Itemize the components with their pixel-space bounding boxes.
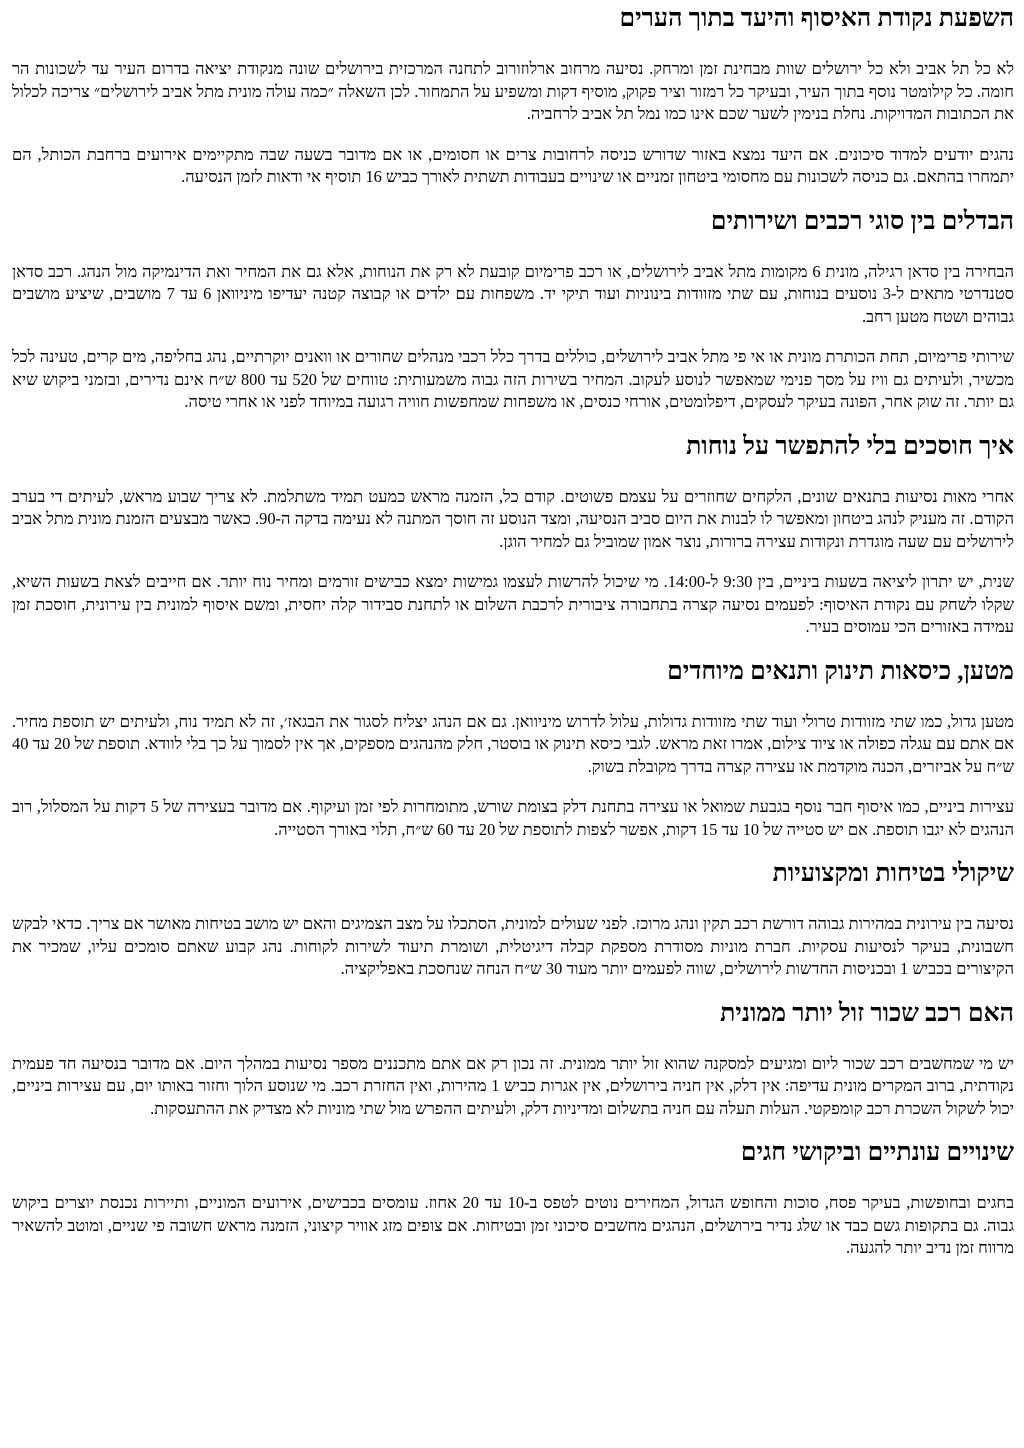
paragraph: נסיעה בין עירונית במהירות גבוהה דורשת רכב תקין ונהג מרוכז. לפני שעולים למונית, הסתכלו על מצב הצמיגים והאם יש מושב בטיחות מאושר אם צריך. כדאי לבקש חשבונית, בעיקר לנסיעות עסקיות. חברת מוניות מסודרת מספקת קבלה דיגיטלית, ושומרת תיעוד לשירות לקוחות. נהג קבוע שאתם סומכים עליו, שמכיר את הקיצורים בכביש 1 ובכניסות החדשות לירושלים, שווה לפעמים יותר מעוד 30 ש״ח הנחה שנחסכת באפליקציה. [12, 914, 1014, 978]
section-heading: מטען, כיסאות תינוק ותנאים מיוחדים [667, 657, 1014, 685]
paragraph: הבחירה בין סדאן רגילה, מונית 6 מקומות מתל אביב לירושלים, או רכב פרימיום קובעת לא רק את הנוחות, אלא גם את המחיר ואת הדינמיקה מול הנהג. רכב סדאן סטנדרטי מתאים ל-3 נוסעים בנוחות, עם שתי מזוודות בינוניות ועוד תיקי יד. משפחות עם ילדים או קבוצה קטנה יעדיפו מיניוואן 6 עד 7 מושבים, שיציע מושבים גבוהים ושטח מטען רחב. [12, 261, 1014, 326]
section-rental-vs-taxi [12, 999, 1014, 1121]
paragraph: שנית, יש יתרון ליציאה בשעות ביניים, בין 9:30 ל-14:00. מי שיכול להרשות לעצמו גמישות ימצא כבישים זורמים ומחיר נוח יותר. אם חייבים לצאת בשעות השיא, שקלו לשחק עם נקודת האיסוף: לפעמים נסיעה קצרה בתחבורה ציבורית לרכבת השלום או לתחנת סבידור קלה יחסית, ומשם איסוף למונית בין עירונית, חוסכת זמן עמידה באזורים הכי עמוסים בעיר. [12, 572, 1014, 636]
section-heading: האם רכב שכור זול יותר ממונית [720, 999, 1014, 1027]
section-heading: איך חוסכים בלי להתפשר על נוחות [686, 432, 1014, 460]
section-heading: שינויים עונתיים וביקושי חגים [740, 1139, 1014, 1166]
section-vehicle-types [12, 207, 1014, 414]
paragraph: לא כל תל אביב ולא כל ירושלים שוות מבחינת זמן ומרחק. נסיעה מרחוב ארלוזורוב לתחנה המרכזית בירושלים שונה מנקודת יציאה בדרום העיר עד לשכונות הר חומה. כל קילומטר נוסף בתוך העיר, ובעיקר כל רמזור וציר פקוק, מוסיף דקות ומשפיע על התמחור. לכן השאלה ״כמה עולה מונית מתל אביב לירושלים״ צריכה לכלול את הכתובות המדויקות. נחלת בנימין לשער שכם אינו כמו נמל תל אביב לרחביה. [12, 59, 1014, 123]
section-seasonal [12, 1138, 1014, 1260]
section-heading: הבדלים בין סוגי רכבים ושירותים [710, 207, 1014, 235]
paragraph: שירותי פרימיום, תחת הכותרת מונית או אי פי מתל אביב לירושלים, כוללים בדרך כלל רכבי מנהלים שחורים או וואנים יוקרתיים, נהג בחליפה, מים קרים, טעינה לכל מכשיר, ולעיתים גם וויז על מסך פנימי שמאפשר לנוסע לעקוב. המחיר בשירות הזה גבוה משמעותית: טווחים של 520 עד 800 ש״ח אינם נדירים, ובזמני ביקוש שיא גם יותר. זה שוק אחר, הפונה בעיקר לעסקים, דיפלומטים, אורחי כנסים, או משפחות שמחפשות חוויה רגועה במיוחד לפני או אחרי טיסה. [12, 347, 1014, 411]
section-heading: השפעת נקודת האיסוף והיעד בתוך הערים [619, 5, 1014, 32]
paragraph: מטען גדול, כמו שתי מזוודות טרולי ועוד שתי מזוודות גדולות, עלול לדרוש מיניוואן. גם אם הנהג יצליח לסגור את הבגאז׳, זה לא תמיד נוח, ולעיתים יש תוספת מחיר. אם אתם עם עגלה כפולה או ציוד צילום, אמרו זאת מראש. לגבי כיסא תינוק או בוסטר, חלק מהנהגים מספקים, אך אין לסמוך על כך בלי לוודא. תוספת של 20 עד 40 ש״ח על אביזרים, הכנה מוקדמת או עצירה קצרה בדרך מקובלת בשוק. [12, 711, 1015, 776]
section-saving-tips [12, 432, 1014, 639]
paragraph: עצירות ביניים, כמו איסוף חבר נוסף בגבעת שמואל או עצירה בתחנת דלק בצומת שורש, מתומחרות לפי זמן ועיקוף. אם מדובר בעצירה של 5 דקות על המסלול, רוב הנהגים לא יגבו תוספת. אם יש סטייה של 10 עד 15 דקות, אפשר לצפות לתוספת של 20 עד 60 ש״ח, תלוי באורך הסטייה. [12, 797, 1014, 839]
paragraph: אחרי מאות נסיעות בתנאים שונים, הלקחים שחוזרים על עצמם פשוטים. קודם כל, הזמנה מראש כמעט תמיד משתלמת. לא צריך שבוע מראש, לעיתים די בערב הקודם. זה מעניק לנהג ביטחון ומאפשר לו לבנות את היום סביב הנסיעה, ומצד הנוסע זה חוסך המתנה לא נעימה בדקה ה-90. כאשר מבצעים הזמנת מונית מתל אביב לירושלים עם שעה מוגדרת ונקודות עצירה ברורות, נוצר אמון שמוביל גם למחיר הוגן. [12, 486, 1015, 551]
section-safety [12, 859, 1014, 981]
paragraph: בחגים ובחופשות, בעיקר פסח, סוכות והחופש הגדול, המחירים נוטים לטפס ב-10 עד 20 אחוז. עומסים בכבישים, אירועים המוניים, ותיירות נכנסת יוצרים ביקוש גבוה. גם בתקופות גשם כבד או שלג נדיר בירושלים, הנהגים מחשבים סיכוני זמן ובטיחות. אם צופים מזג אוויר קיצוני, הזמנה מראש חשובה פי שניים, ומוטב להשאיר מרווח זמן נדיב יותר להגעה. [12, 1193, 1015, 1257]
paragraph: יש מי שמחשבים רכב שכור ליום ומגיעים למסקנה שהוא זול יותר ממונית. זה נכון רק אם אתם מתכננים מספר נסיעות במהלך היום. אם מדובר בנסיעה חד פעמית נקודתית, ברוב המקרים מונית עדיפה: אין דלק, אין חניה בירושלים, אין אגרות כביש 1 מהירות, ואין החזרת רכב. מי שנוסע הלוך וחזור באותו יום, עם עצירות ביניים, יכול לשקול השכרת רכב קומפקטי. העלות תעלה עם חניה בתשלום ומדיניות דלק, ולעיתים ההפרש מול שתי מוניות לא מצדיק את ההתעסקות. [12, 1053, 1014, 1118]
paragraph: נהגים יודעים למדוד סיכונים. אם היעד נמצא באזור שדורש כניסה לרחובות צרים או חסומים, או אם מדובר בשעה שבה מתקיימים אירועים ברחבת הכותל, הם יתמחרו בהתאם. גם כניסה לשכונות עם מחסומי ביטחון זמניים או שינויים בעבודות תשתית לאורך כביש 16 תוסיף אי ודאות לזמן הנסיעה. [12, 144, 1014, 186]
section-luggage-special [12, 657, 1014, 842]
section-heading: שיקולי בטיחות ומקצועיות [772, 860, 1014, 887]
section-pickup-destination [12, 4, 1014, 189]
